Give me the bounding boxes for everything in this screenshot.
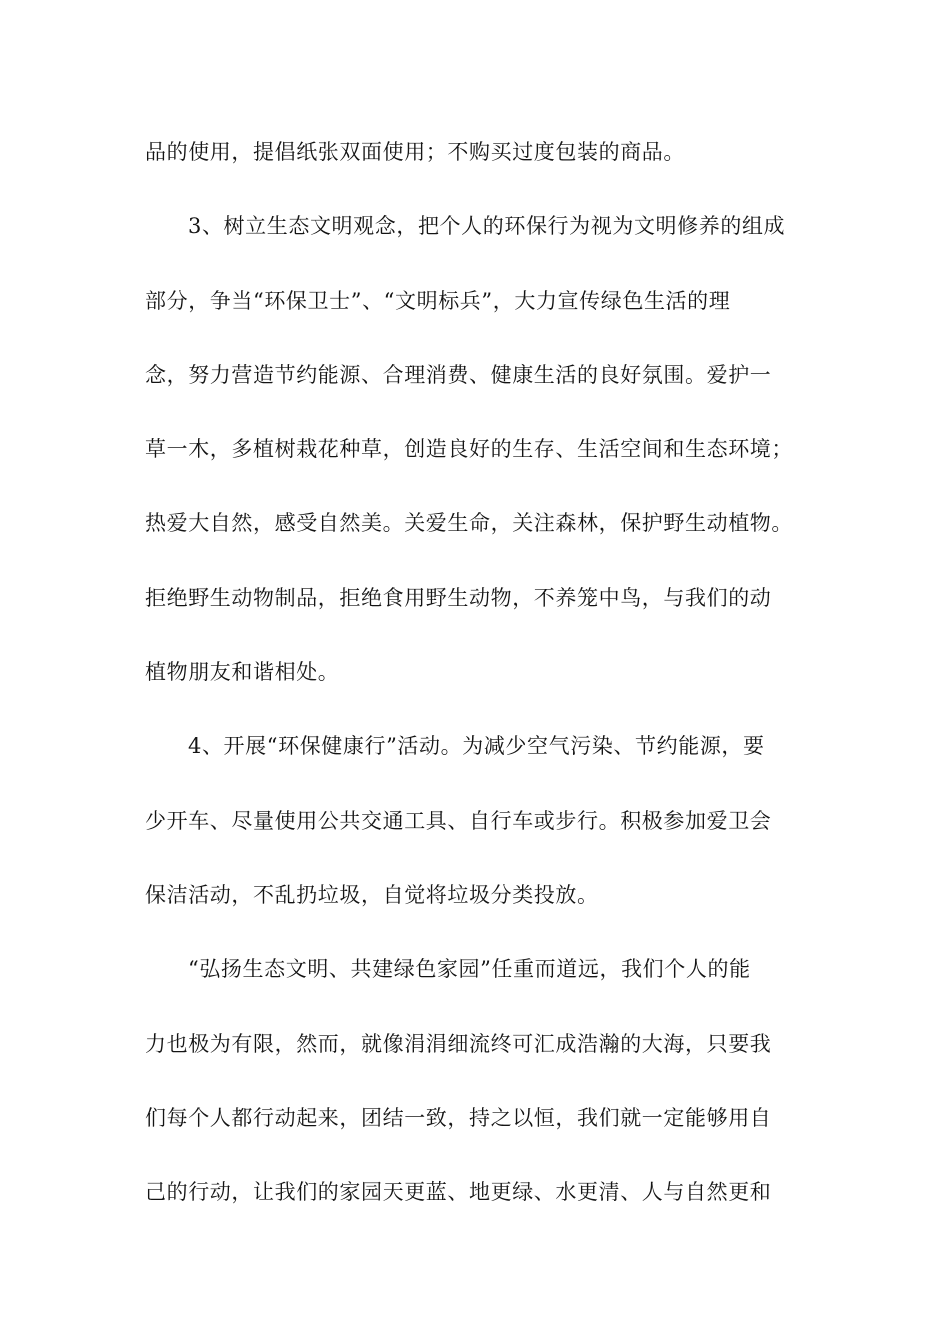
text-line: 草一木，多植树栽花种草，创造良好的生存、生活空间和生态环境； [145,437,793,461]
text-line: 3、树立生态文明观念，把个人的环保行为视为文明修养的组成 [188,214,786,238]
text-line: 力也极为有限，然而，就像涓涓细流终可汇成浩瀚的大海，只要我 [145,1032,772,1056]
text-line: 少开车、尽量使用公共交通工具、自行车或步行。积极参加爱卫会 [145,809,772,833]
text-line: 保洁活动，不乱扔垃圾，自觉将垃圾分类投放。 [145,883,599,907]
text-line: 热爱大自然，感受自然美。关爱生命，关注森林，保护野生动植物。 [145,511,793,535]
text-line: 品的使用，提倡纸张双面使用；不购买过度包装的商品。 [145,140,685,164]
text-line: 4、开展“环保健康行”活动。为减少空气污染、节约能源，要 [188,734,765,758]
text-line: 们每个人都行动起来，团结一致，持之以恒，我们就一定能够用自 [145,1106,772,1130]
text-line: 念，努力营造节约能源、合理消费、健康生活的良好氛围。爱护一 [145,363,772,387]
text-line: 植物朋友和谐相处。 [145,660,340,684]
text-line: 拒绝野生动物制品，拒绝食用野生动物，不养笼中鸟，与我们的动 [145,586,772,610]
text-line: 己的行动，让我们的家园天更蓝、地更绿、水更清、人与自然更和 [145,1180,772,1204]
text-line: 部分，争当“环保卫士”、“文明标兵”，大力宣传绿色生活的理 [145,289,731,313]
text-line: “弘扬生态文明、共建绿色家园”任重而道远，我们个人的能 [188,957,751,981]
